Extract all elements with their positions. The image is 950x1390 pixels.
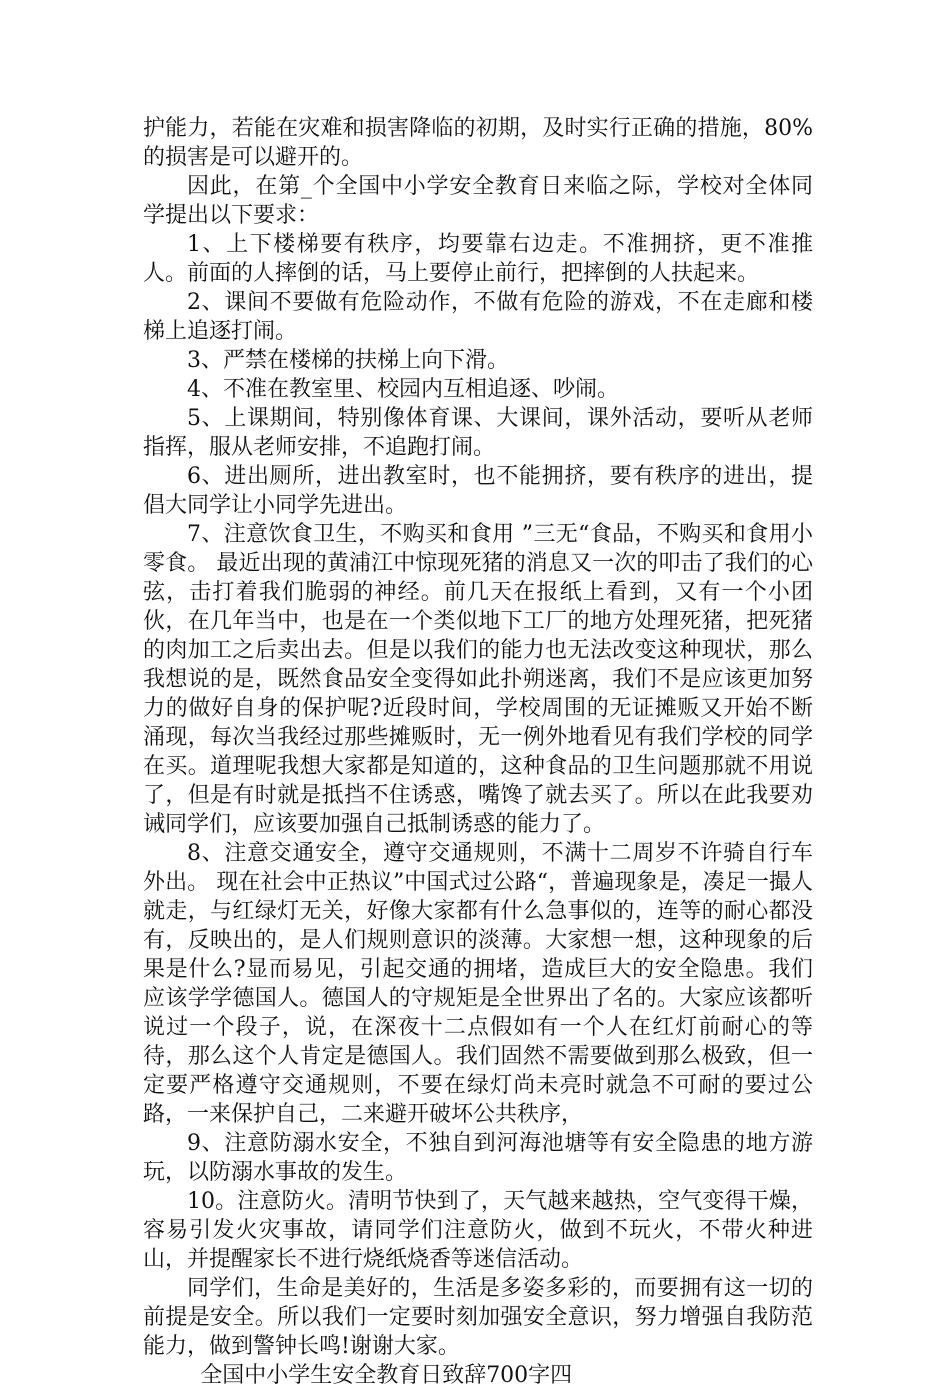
paragraph-rule-1: 1、上下楼梯要有秩序，均要靠右边走。不准拥挤，更不准推人。前面的人摔倒的话，马上要停止前行，把摔倒的人扶起来。 xyxy=(143,232,813,286)
paragraph-rule-9: 9、注意防溺水安全，不独自到河海池塘等有安全隐患的地方游玩，以防溺水事故的发生。 xyxy=(143,1131,813,1185)
paragraph-rule-5: 5、上课期间，特别像体育课、大课间，课外活动，要听从老师指挥，服从老师安排，不追跑打闹。 xyxy=(143,406,813,460)
paragraph-closing: 同学们，生命是美好的，生活是多姿多彩的，而要拥有这一切的前提是安全。所以我们一定要时刻加强安全意识，努力增强自我防范能力，做到警钟长鸣!谢谢大家。 xyxy=(143,1276,813,1359)
paragraph-rule-7: 7、注意饮食卫生，不购买和食用 ”三无“食品，不购买和食用小零食。 最近出现的黄浦江中惊现死猪的消息又一次的叩击了我们的心弦，击打着我们脆弱的神经。前几天在报纸上看到，又有一个小团伙，在几年当中，也是在一个类似地下工厂的地方处理死猪，把死猪的肉加工之后卖出去。但是以我们的能力也无法改变这种现状，那么我想说的是，既然食品安全变得如此扑朔迷离，我们不是应该更加努力的做好自身的保护呢?近段时间，学校周围的无证摊贩又开始不断涌现，每次当我经过那些摊贩时，无一例外地看见有我们学校的同学在买。道理呢我想大家都是知道的，这种食品的卫生问题那就不用说了，但是有时就是抵挡不住诱惑，嘴馋了就去买了。所以在此我要劝诫同学们，应该要加强自己抵制诱惑的能力了。 xyxy=(143,522,813,837)
document-page xyxy=(143,114,813,1390)
paragraph-rule-2: 2、课间不要做有危险动作，不做有危险的游戏，不在走廊和楼梯上追逐打闹。 xyxy=(143,290,813,344)
paragraph-rule-3: 3、严禁在楼梯的扶梯上向下滑。 xyxy=(187,348,509,373)
paragraph-rule-8: 8、注意交通安全，遵守交通规则，不满十二周岁不许骑自行车外出。 现在社会中正热议”中国式过公路“，普遍现象是，凑足一撮人就走，与红绿灯无关，好像大家都有什么急事似的，连等的耐心都没有，反映出的，是人们规则意识的淡薄。大家想一想，这种现象的后果是什么?显而易见，引起交通的拥堵，造成巨大的安全隐患。我们应该学学德国人。德国人的守规矩是全世界出了名的。大家应该都听说过一个段子，说，在深夜十二点假如有一个人在红灯前耐心的等待，那么这个人肯定是德国人。我们固然不需要做到那么极致，但一定要严格遵守交通规则，不要在绿灯尚未亮时就急不可耐的要过公路，一来保护自己，二来避开破坏公共秩序， xyxy=(143,841,813,1127)
paragraph-rule-10: 10。注意防火。清明节快到了，天气越来越热，空气变得干燥，容易引发火灾事故，请同学们注意防火，做到不玩火，不带火种进山，并提醒家长不进行烧纸烧香等迷信活动。 xyxy=(143,1189,813,1272)
paragraph-continuation: 护能力，若能在灾难和损害降临的初期，及时实行正确的措施，80%的损害是可以避开的。 xyxy=(143,116,813,170)
paragraph-intro: 因此，在第_个全国中小学安全教育日来临之际，学校对全体同学提出以下要求： xyxy=(143,174,813,228)
next-section-title: 全国中小学生安全教育日致辞700字四 xyxy=(200,1363,573,1388)
paragraph-rule-6: 6、进出厕所，进出教室时，也不能拥挤，要有秩序的进出，提倡大同学让小同学先进出。 xyxy=(143,464,813,518)
paragraph-rule-4: 4、不准在教室里、校园内互相追逐、吵闹。 xyxy=(187,377,619,402)
